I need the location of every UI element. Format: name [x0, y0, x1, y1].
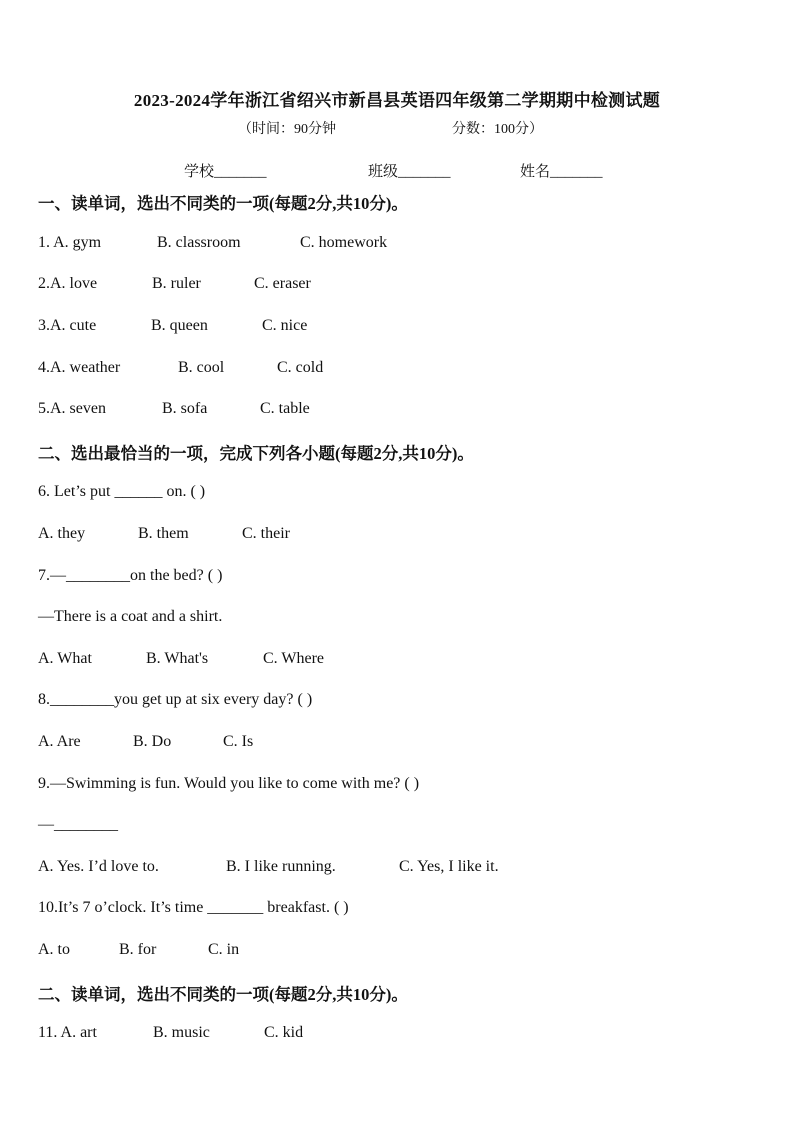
option-b: B. cool	[178, 359, 225, 376]
option-a: 1. A. gym	[38, 234, 102, 251]
exam-time: （时间：90分钟	[238, 122, 336, 137]
option-b: B. them	[138, 525, 189, 542]
option-a: A. to	[38, 941, 70, 958]
question-1	[38, 234, 101, 252]
option-b: B. Do	[133, 733, 172, 750]
question-9-stem: 9.—Swimming is fun. Would you like to come with me? ( )	[38, 775, 420, 792]
section-heading: 一、读单词，选出不同类的一项(每题2分,共10分)。	[38, 194, 408, 213]
question-2: 2.A. love	[38, 275, 98, 292]
option-c: C. in	[208, 941, 240, 958]
exam-score: 分数：100分）	[452, 122, 543, 137]
question-5: 5.A. seven	[38, 400, 106, 417]
option-a: A. Are	[38, 733, 81, 750]
question-4: 4.A. weather	[38, 359, 121, 376]
option-c: C. their	[242, 525, 290, 542]
option-c: C. nice	[262, 317, 308, 334]
question-10-stem: 10.It’s 7 o’clock. It’s time _______ breakfast. ( )	[38, 899, 349, 916]
question-8-stem: 8.________you get up at six every day? ( )	[38, 691, 313, 708]
option-b: B. music	[153, 1024, 210, 1041]
option-b: B. queen	[151, 317, 208, 334]
section-heading: 二、读单词，选出不同类的一项(每题2分,共10分)。	[38, 985, 408, 1004]
option-a: A. What	[38, 650, 92, 667]
option-c: C. kid	[264, 1024, 304, 1041]
question-3: 3.A. cute	[38, 317, 97, 334]
question-7-stem: 7.—________on the bed? ( )	[38, 567, 223, 584]
option-b: B. classroom	[157, 234, 241, 251]
option-b: B. sofa	[162, 400, 208, 417]
option-c: C. cold	[277, 359, 324, 376]
option-c: C. Where	[263, 650, 325, 667]
question-7-reply: —There is a coat and a shirt.	[38, 608, 223, 625]
question-6-stem: 6. Let’s put ______ on. ( )	[38, 483, 206, 500]
option-c: C. table	[260, 400, 310, 417]
question-11: 11. A. art	[38, 1024, 97, 1041]
page-title: 2023-2024学年浙江省绍兴市新昌县英语四年级第二学期期中检测试题	[133, 91, 661, 110]
question-9-reply: —________	[38, 816, 118, 833]
class-field: 班级_______	[368, 164, 451, 180]
option-b: B. for	[119, 941, 157, 958]
option-c: C. Is	[223, 733, 254, 750]
option-b: B. What's	[146, 650, 209, 667]
option-a: A. Yes. I’d love to.	[38, 858, 159, 875]
option-b: B. ruler	[152, 275, 201, 292]
option-b: B. I like running.	[226, 858, 336, 875]
option-c: C. homework	[300, 234, 388, 251]
option-a: A. they	[38, 525, 86, 542]
school-field: 学校_______	[184, 164, 267, 180]
option-c: C. eraser	[254, 275, 311, 292]
option-c: C. Yes, I like it.	[399, 858, 499, 875]
name-field: 姓名_______	[520, 164, 603, 180]
section-heading: 二、选出最恰当的一项，完成下列各小题(每题2分,共10分)。	[38, 444, 474, 463]
